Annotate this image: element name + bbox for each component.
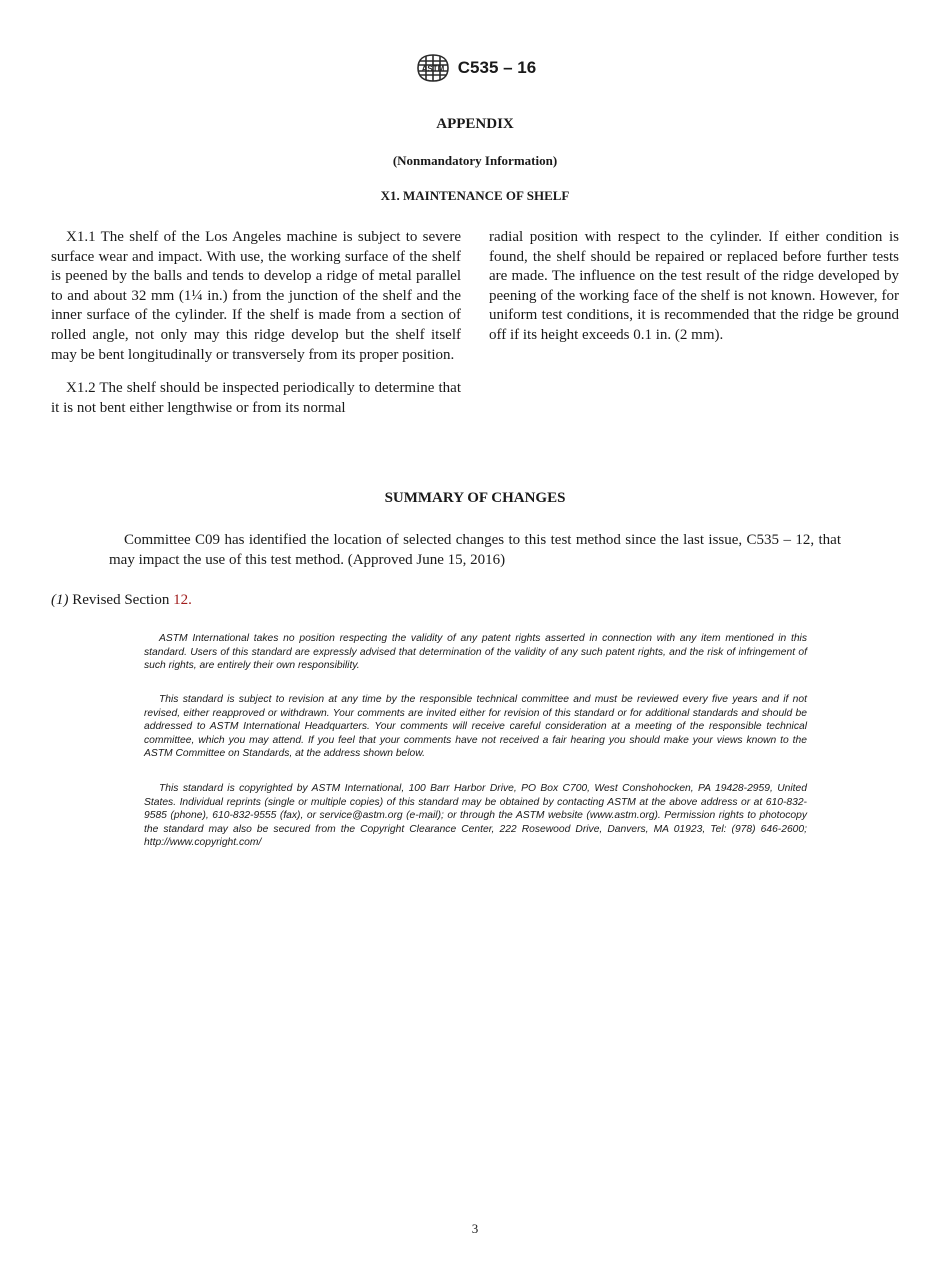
appendix-subtitle: (Nonmandatory Information): [392, 153, 558, 168]
svg-text:ASTM: ASTM: [421, 64, 445, 74]
astm-logo-icon: [414, 53, 452, 83]
paragraph-x1-2: X1.2 The shelf should be inspected periodically to determine that it is not bent either lengthwise or from its normal: [51, 380, 461, 416]
legal-notice-copyright: This standard is copyrighted by ASTM International, 100 Barr Harbor Drive, PO Box C700, West Conshohocken, PA 19428-2959, United States. Individual reprints (single or multiple copies) of this standard may be obtained by contacting ASTM at the above address or at 610-832-9585 (phone), 610-832-9555 (fax), or service@astm.org (e-mail); or through the ASTM website (www.astm.org). Permission rights to photocopy the standard may also be secured from the Copyright Clearance Center, 222 Rosewood Drive, Danvers, MA 01923, Tel: (978) 646-2600; http://www.copyright.com/: [144, 783, 807, 849]
page-number: 3: [471, 1221, 479, 1236]
change-text: Revised Section: [72, 592, 174, 608]
left-column: [51, 228, 461, 418]
change-suffix: .: [188, 592, 192, 608]
legal-notice-revision: This standard is subject to revision at any time by the responsible technical committee and must be reviewed every five years and if not revised, either reapproved or withdrawn. Your comments are invited either for revision of this standard or for additional standards and should be addressed to ASTM International Headquarters. Your comments will receive careful consideration at a meeting of the responsible technical committee, which you may attend. If you feel that your comments have not received a fair hearing you should make your views known to the ASTM Committee on Standards, at the address shown below.: [144, 694, 807, 760]
summary-title: SUMMARY OF CHANGES: [384, 490, 566, 506]
paragraph-x1-2-continued: radial position with respect to the cylinder. If either condition is found, the shelf should be repaired or replaced before further tests are made. The influence on the test result of the ridge developed by peening of the working face of the shelf is not known. However, for uniform test conditions, it is recommended that the ridge be ground off if its height exceeds 0.1 in. (2 mm).: [489, 229, 899, 343]
paragraph-x1-1: X1.1 The shelf of the Los Angeles machine is subject to severe surface wear and impact. With use, the working surface of the shelf is peened by the balls and tends to develop a ridge of metal parallel to and about 32 mm (1¼ in.) from the junction of the shelf and the inner surface of the cylinder. If the shelf is made from a section of rolled angle, not only may this ridge develop but the shelf itself may be bent longitudinally or transversely from its proper position.: [51, 229, 461, 363]
legal-notice-patent: ASTM International takes no position respecting the validity of any patent rights asserted in connection with any item mentioned in this standard. Users of this standard are expressly advised that determination of the validity of any such patent rights, and the risk of infringement of such rights, are entirely their own responsibility.: [144, 633, 807, 672]
change-number: (1): [51, 592, 69, 608]
right-column: [489, 228, 899, 346]
change-list-item: [51, 591, 192, 611]
page-header: [0, 52, 950, 84]
document-id: C535 – 16: [457, 58, 537, 77]
section-12-link[interactable]: 12: [173, 592, 189, 608]
section-title-x1: X1. MAINTENANCE OF SHELF: [380, 188, 570, 203]
appendix-title: APPENDIX: [436, 116, 514, 132]
summary-body: Committee C09 has identified the location of selected changes to this test method since the last issue, C535 – 12, that may impact the use of this test method. (Approved June 15, 2016): [109, 532, 841, 568]
